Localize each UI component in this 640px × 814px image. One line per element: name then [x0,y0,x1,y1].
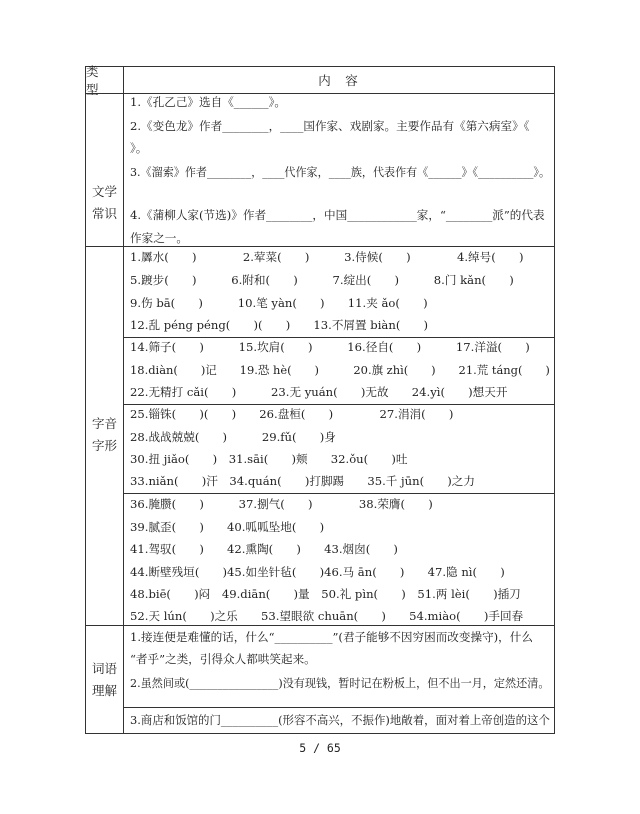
section-literature-label: 文学常识 [91,184,117,221]
zi-line: 48.biē( )闷 49.diān( )量 50.礼 pìn( ) 51.两 lèi( )插刀 [130,587,521,601]
zi-line: 18.diàn( )记 19.恐 hè( ) 20.旗 zhì( ) 21.荒 táng( ) [130,363,550,377]
section-divider [86,246,554,247]
zi-line: 44.断壁残垣( )45.如坐针毡( )46.马 ān( ) 47.隐 nì( ) [130,565,505,579]
zi-line: 41.驾驭( ) 42.熏陶( ) 43.烟囱( ) [130,542,398,556]
ci-line: 3.商店和饭馆的门__________(形容不高兴，不振作)地敞着，面对着上帝创造的这个 [130,713,550,727]
lit-line-3: 》。 [130,141,148,155]
zi-line: 30.扭 jiǎo( ) 31.sāi( )颊 32.ǒu( )吐 [130,452,408,466]
zi-line: 9.伤 bā( ) 10.笔 yàn( ) 11.夹 ǎo( ) [130,296,428,310]
lit-line-6: 作家之一。 [130,231,188,245]
zi-line: 25.锱铢( )( ) 26.盘桓( ) 27.涓涓( ) [130,407,454,421]
ci-line: 2.虽然间或(________________)没有现钱，暂时记在粉板上，但不出一月，定然还清。 [130,676,550,690]
ci-line: “者乎”之类，引得众人都哄笑起来。 [130,652,316,666]
lit-line-2: 2.《变色龙》作者________，____国作家、戏剧家。主要作品有《第六病室》《 [130,119,530,133]
content-table [85,66,555,734]
zi-line: 39.腻歪( ) 40.呱呱坠地( ) [130,520,325,534]
ci-line: 1.接连便是难懂的话，什么“__________”(君子能够不因穷困而改变操守)，什么 [130,630,533,644]
column-divider [123,67,124,733]
section-vocabulary-label: 词语理解 [91,661,117,698]
header-content: 内 容 [318,73,359,88]
zi-line: 33.niǎn( )汗 34.quán( )打脚踢 35.千 jūn( )之力 [130,474,475,488]
subrow-divider [123,404,554,405]
lit-line-1: 1.《孔乙己》选自《______》。 [130,95,286,109]
zi-line: 14.筛子( ) 15.坎肩( ) 16.径自( ) 17.洋溢( ) [130,340,530,354]
subrow-divider [123,493,554,494]
lit-line-4: 3.《溜索》作者________，____代作家，____族，代表作有《______》《__________》。 [130,165,551,179]
zi-line: 12.乱 péng péng( )( ) 13.不屑置 biàn( ) [130,318,429,332]
header-type: 类 型 [86,64,114,97]
zi-line: 36.腌臜( ) 37.捌气( ) 38.荣膺( ) [130,497,433,511]
section-divider [86,625,554,626]
section-pronunciation-label: 字音字形 [91,416,117,453]
zi-line: 52.天 lún( )之乐 53.望眼欲 chuān( ) 54.miào( )手回春 [130,609,524,623]
lit-line-5: 4.《蒲柳人家(节选)》作者________，中国____________家，“________派”的代表 [130,208,545,222]
zi-line: 5.踱步( ) 6.附和( ) 7.绽出( ) 8.门 kǎn( ) [130,273,514,287]
page-number: 5 / 65 [299,741,341,755]
subrow-divider [123,337,554,338]
zi-line: 22.无精打 cǎi( ) 23.无 yuán( )无故 24.yì( )想天开 [130,385,508,399]
zi-line: 28.战战兢兢( ) 29.fǔ( )身 [130,430,336,444]
subrow-divider [123,707,554,708]
zi-line: 1.羼水( ) 2.荤菜( ) 3.侍候( ) 4.绰号( ) [130,250,524,264]
